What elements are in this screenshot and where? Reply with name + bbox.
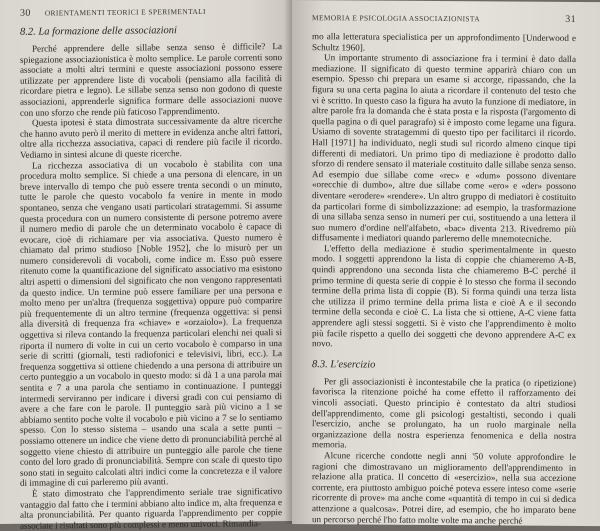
section-title-8-3: 8.3. L'esercizio: [312, 358, 376, 371]
section-title-8-2: 8.2. La formazione delle associazioni: [20, 25, 177, 38]
paragraph: Questa ipotesi è stata dimostrata successivamente da altre ricerche che hanno avuto però il merito di mettere in evidenza anche altri fattori, oltre alla ricchezza associativa, capaci di rendere più facile il ricordo. Vediamo in sintesi alcune di queste ricerche.: [20, 115, 282, 160]
page-number-left: 30: [20, 7, 31, 19]
paragraph: Perché apprendere delle sillabe senza senso è difficile? La spiegazione associazionistica è molto semplice. Le parole correnti sono associate a molti altri termini e queste associazioni possono essere utilizzate per apprendere liste di vocaboli (pensiamo alla facilità di ricordare pietra e legno). Le sillabe senza senso non godono di queste associazioni, apprenderle significa formare delle associazioni nuove con uno sforzo che rende più faticoso l'apprendimento.: [20, 41, 282, 118]
right-page: [292, 0, 600, 526]
paragraph: La ricchezza associativa di un vocabolo è stabilita con una procedura molto semplice. Si chiede a una persona di elencare, in un breve intervallo di tempo che può essere trenta secondi o un minuto, tutte le parole che questo vocabolo fa venire in mente in modo spontaneo, senza che vengano usati particolari stratagemmi. Si assume questa procedura con un numero consistente di persone potremo avere il numero medio di parole che un determinato vocabolo è capace di evocare, cioè di richiamare per via associativa. Questo numero è chiamato dal primo studioso [Noble 1952], che lo misurò per un numero considerevoli di vocaboli, come indice m. Esso può essere ritenuto come la quantificazione del significato associativo ma esistono altri aspetti o dimensioni del significato che non vengono rappresentati da questo indice. Un termine può essere familiare per una persona e molto meno per un'altra (frequenza soggettiva) oppure può comparire più frequentemente di un altro termine (frequenza oggettiva: si pensi alla diversità di frequenza fra «chiave» e «orzaiolo»). La frequenza oggettiva si rileva contando la frequenza particolari elenchi nei quali si riporta il numero di volte in cui un certo vocabolo è comparso in una serie di scritti (giornali, testi radiofonici e televisivi, libri, ecc.). La frequenza soggettiva si ottiene chiedendo a una persona di attribuire un certo punteggio a un vocabolo in questo modo: si dà 1 a una parola mai sentita e 7 a una parola che sentiamo in continuazione. I punteggi intermedi serviranno per indicare i diversi gradi con cui pensiamo di avere a che fare con le parole. Il punteggio sarà più vicino a 1 se abbiamo sentito poche volte il vocabolo e più vicino a 7 se lo sentiamo spesso. Con lo stesso sistema – usando una scala a sette punti – possiamo ottenere un indice che viene detto di pronunciabilità perché al soggetto viene chiesto di attribuire un punteggio alle parole che tiene conto del loro grado di pronunciabilità. Sempre con scale di questo tipo sono stati in seguito calcolati altri indici come la concretezza e il valore di immagine di cui parleremo più avanti.: [20, 157, 282, 489]
left-page: [0, 0, 292, 531]
paragraph: Per gli associazionisti è incontestabile che la pratica (o ripetizione) favorisca la ritenzione poiché ha come effetto il rafforzamento dei vincoli associati. Questo principio è contestato da altri studiosi dell'apprendimento, come gli psicologi gestaltisti, secondo i quali l'esercizio, anche se prolungato, ha un ruolo marginale nella organizzazione della nostra esperienza fenomenica e della nostra memoria.: [312, 376, 576, 450]
right-running-head: [312, 12, 576, 25]
paragraph: mo alla letteratura specialistica per un approfondimento [Underwood e Schultz 1960].: [312, 31, 576, 53]
left-running-head: [20, 5, 282, 19]
running-head-left: ORIENTAMENTI TEORICI E SPERIMENTALI: [44, 6, 206, 18]
paragraph: È stato dimostrato che l'apprendimento seriale trae significativo vantaggio dal fatto che i termini abbiano alto indice m, alta frequenza e alta pronunciabilità. Per quanto riguarda l'apprendimento per coppie associate i risultati sono più complessi e meno univoci. Rimandia-: [20, 485, 282, 531]
running-head-right: MEMORIA E PSICOLOGIA ASSOCIAZIONISTA: [312, 13, 480, 24]
paragraph: Alcune ricerche condotte negli anni '50 volute approfondire le ragioni che dimostravano un miglioramento dell'apprendimento in relazione alla pratica. Il concetto di «esercizio», nella sua accezione corrente, era piuttosto ambiguo poiché poteva essere inteso come «serie ricorrente di prove» ma anche come «quantità di tempo in cui si dedica attenzione a qualcosa». Potrei dire, ad esempio, che ho imparato bene un percorso perché l'ho fatto molte volte ma anche perché: [312, 450, 576, 526]
paragraph: L'effetto della mediazione è studio sperimentalmente in questo modo. I soggetti apprendono la lista di coppie che chiameremo A-B, quindi apprendono una seconda lista che chiameremo B-C perché il primo termine di questa serie di coppie è lo stesso che forma il secondo termine della prima lista di coppie (B). Si forma quindi una terza lista che utilizza il primo termine della prima lista e cioè A e il secondo termine della seconda e cioè C. La lista che si ottiene, A-C viene fatta apprendere agli stessi soggetti. Si è visto che l'apprendimento è molto più facile rispetto a quello dei soggetti che devono apprendere A-C ex novo.: [312, 243, 576, 349]
page-number-right: 31: [565, 13, 576, 25]
paragraph: Un importante strumento di associazione fra i termini è dato dalla mediazione. Il significato di questo termine apparirà chiaro con un esempio. Spesso chi prepara un esame si accorge, ripassando, che la figura su una certa pagina lo aiuta a ricordare il contenuto del testo che vi è scritto. In questo caso la figura ha avuto la funzione di mediatore, in altre parole fra la domanda che è stata posta e la risposta (l'argomento di quella pagina o di quel paragrafo) si è imposto come legame una figura. Usiamo di sovente stratagemmi di questo tipo per facilitarci il ricordo. Hall [1971] ha individuato, negli studi sul ricordo almeno cinque tipi differenti di mediatori. Un primo tipo di mediazione è prodotto dallo sforzo di rendere sensato il materiale costituito dalle sillabe senza senso. Ad esempio due sillabe come «rec» e «dum» possono diventare «orecchie di dumbo», altre due sillabe come «ero» e «der» possono diventare «erodere» «rendere». Un altro gruppo di mediatori è costituito da particolari forme di simbolizzazione: ad esempio, la trasformazione di una sillaba senza senso in numeri per cui, sostituendo a una lettera il suo numero d'ordine nell'alfabeto, «bac» diventa 213. Rivedremo più diffusamente i mediatori quando parleremo delle mnemotecniche.: [312, 52, 576, 245]
